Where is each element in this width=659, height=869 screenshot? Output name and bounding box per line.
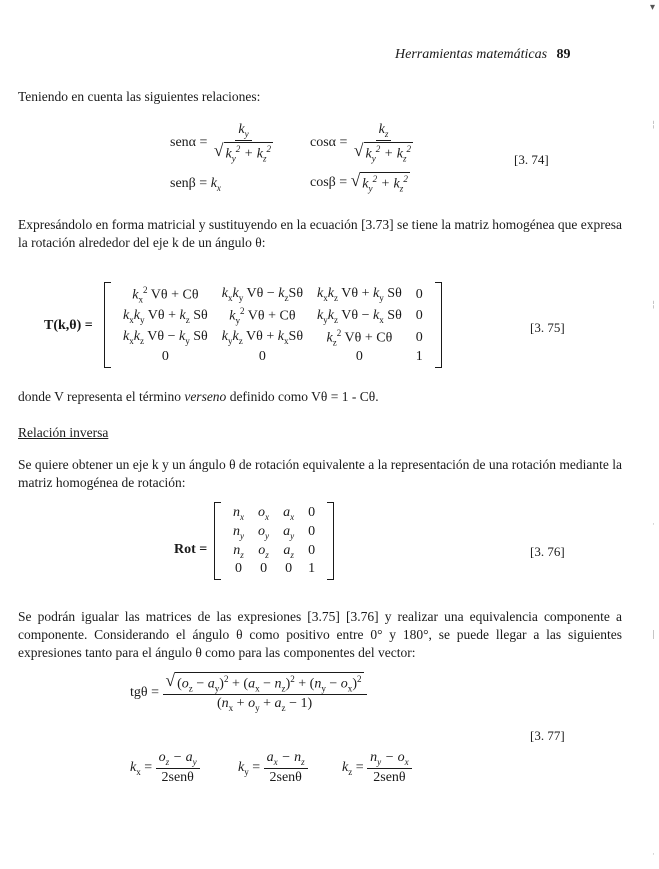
matrix-cell: $a_y$ [283,523,295,541]
matrix-cell: $a_z$ [283,542,294,560]
sin-alpha-frac: $k_y$ √ $k_y^2 + k_z^2$ [213,122,272,164]
equation-3-75 [44,282,604,378]
paragraph-verseno: donde V representa el término verseno definido como Vθ = 1 - Cθ. [18,389,379,404]
matrix-cell: 0 [161,349,169,365]
tan-theta-frac: √ $(o_z - a_y)^2 + (a_x - n_z)^2 + (n_y - o_x)^2$ $(n_x + o_y + a_z - 1)$ [163,672,367,713]
matrix-cell: $n_z$ [233,542,244,560]
table-row [116,305,430,326]
rot-lhs: Rot = [174,542,208,557]
matrix-cell: 0 [235,561,243,577]
t-matrix [104,282,442,373]
scan-mark: ▾ [650,2,656,13]
running-header [395,46,571,64]
table-row [226,542,322,561]
matrix-cell: 0 [285,561,293,577]
kx-expression: $k_x$ = $\frac{o_z - a_y}{\text{2senθ}}$ [130,750,200,786]
paragraph-intro: Teniendo en cuenta las siguientes relaciones: [18,89,261,104]
sin-alpha: senα = $k_y$ √ $k_y^2 + k_z^2$ [170,122,276,163]
paragraph-matrix-form: Expresándolo en forma matricial y sustituyendo en la ecuación [3.73] se tiene la matriz homogénea que expresa la rotación alrededor del eje k de un ángulo θ: [18,217,622,250]
scan-mark: ¦ [652,300,656,310]
matrix-cell: 0 [355,349,363,365]
table-row [226,560,322,578]
matrix-cell: $o_z$ [258,542,269,560]
equation-3-76 [170,502,610,598]
rot-matrix-table [226,504,322,578]
matrix-cell: 0 [308,524,316,540]
matrix-cell: 0 [308,505,316,521]
equation-label-3-75: [3. 75] [530,320,565,335]
t-matrix-table [116,284,430,366]
matrix-cell: 0 [415,286,423,302]
equation-3-77 [120,672,600,792]
matrix-cell: $n_y$ [233,523,245,541]
matrix-cell: $k_yk_z$ $V\theta + k_xS\theta$ [221,329,304,347]
matrix-cell: $o_y$ [258,523,270,541]
matrix-cell: $k_yk_z$ $V\theta - k_x$ Sθ [317,307,402,325]
paragraph-equivalence: Se podrán igualar las matrices de las expresiones [3.75] [3.76] y realizar una equivalencia componente a componente. Considerando el ángulo θ como positivo entre 0° y 180°, se puede llegar a las siguientes expresiones tanto para el ángulo θ como para las componentes del vector: [18,609,622,660]
subheading-relacion-inversa: Relación inversa [18,425,109,440]
page-number: 89 [556,47,571,62]
table-row [226,523,322,542]
tan-theta: tgθ = √ $(o_z - a_y)^2 + (a_x - n_z)^2 + (n_y - o_x)^2$ $(n_x + o_y + a_z - 1)$ [130,672,367,713]
equation-label-3-74: [3. 74] [514,152,549,167]
t-matrix-lhs: T(k,θ) = [44,318,93,333]
header-title: Herramientas matemáticas [395,47,548,62]
table-row [116,348,430,366]
matrix-cell: 0 [260,561,268,577]
matrix-cell: 0 [415,329,423,345]
matrix-cell: $k_xk_y$ $V\theta - k_zS\theta$ [221,286,304,304]
cos-beta: cosβ = √ $k_y^2 + k_z^2$ [310,170,408,194]
table-row [116,327,430,348]
equation-3-74 [170,116,610,200]
paragraph-inverse: Se quiere obtener un eje k y un ángulo θ de rotación equivalente a la representación de una rotación mediante la matriz homogénea de rotación: [18,457,622,490]
matrix-cell: 0 [415,308,423,324]
scan-mark: · [652,520,655,530]
matrix-cell: $o_x$ [258,505,270,522]
matrix-cell: $k_z^2$ Vθ + Cθ [326,327,393,348]
scan-mark: | [652,630,656,640]
scan-mark: ¦ [652,120,656,130]
matrix-cell: $k_xk_z$ $V\theta - k_y$ Sθ [123,329,208,347]
equation-label-3-77: [3. 77] [530,728,565,743]
matrix-cell: 0 [308,542,316,558]
matrix-cell: $k_xk_y$ $V\theta + k_z$ Sθ [123,307,208,325]
equation-label-3-76: [3. 76] [530,544,565,559]
table-row [226,504,322,523]
matrix-cell: 1 [415,349,423,365]
matrix-cell: $k_y^2$ Vθ + Cθ [229,306,296,326]
sin-beta: $sen\beta = k_x$ [170,176,221,193]
matrix-cell: $k_xk_z$ $V\theta + k_y$ Sθ [317,286,402,304]
matrix-cell: 1 [308,561,316,577]
ky-expression: $k_y$ = $\frac{a_x - n_z}{\text{2senθ}}$ [238,750,308,786]
cos-alpha-frac: $k_z$ √ $k_y^2 + k_z^2$ [353,122,412,164]
cos-alpha: cosα = $k_z$ √ $k_y^2 + k_z^2$ [310,122,416,163]
matrix-cell: $k_x^2$ Vθ + Cθ [132,285,199,305]
matrix-cell: $n_x$ [233,505,245,522]
matrix-cell: $a_x$ [283,505,295,522]
scan-mark: · [652,850,655,860]
table-row [116,284,430,305]
matrix-cell: 0 [258,349,266,365]
kz-expression: $k_z$ = $\frac{n_y - o_x}{\text{2senθ}}$ [342,750,412,786]
rot-matrix [214,502,334,585]
